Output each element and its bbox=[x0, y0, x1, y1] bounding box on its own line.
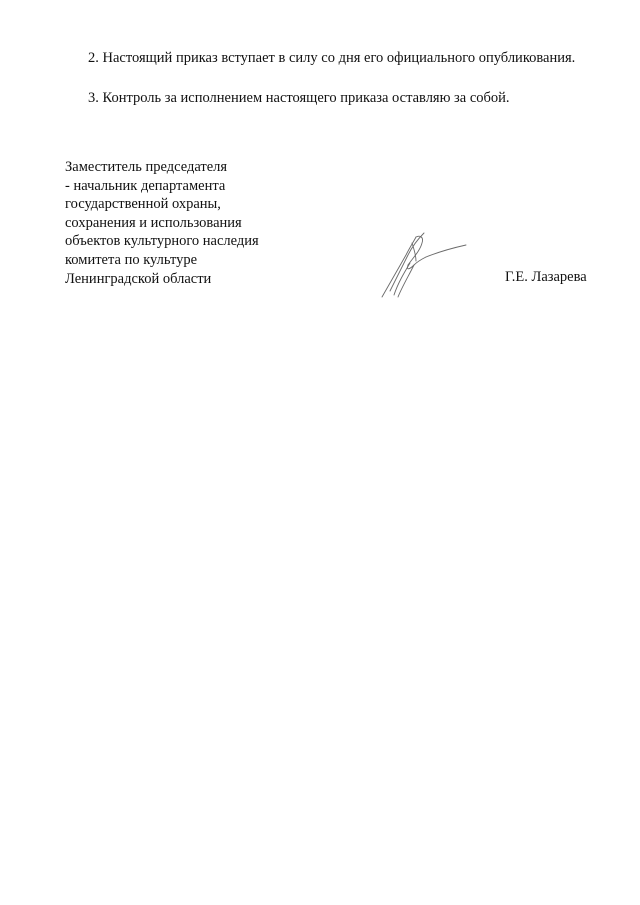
paragraph-item-2: 2. Настоящий приказ вступает в силу со дня его официального опубликования. bbox=[88, 50, 576, 66]
signatory-position-line: - начальник департамента bbox=[65, 177, 226, 194]
handwritten-signature bbox=[372, 225, 472, 305]
signatory-position-line: государственной охраны, bbox=[65, 196, 221, 213]
signatory-position-line: комитета по культуре bbox=[65, 251, 198, 268]
signatory-position-line: Заместитель председателя bbox=[65, 159, 228, 175]
signatory-position-line: Ленинградской области bbox=[65, 270, 212, 287]
signatory-position-line: сохранения и использования bbox=[65, 214, 242, 231]
signatory-position bbox=[65, 158, 259, 288]
signatory-name: Г.Е. Лазарева bbox=[505, 269, 587, 285]
signatory-position-line: объектов культурного наследия bbox=[65, 233, 259, 250]
paragraph-item-3: 3. Контроль за исполнением настоящего приказа оставляю за собой. bbox=[88, 90, 510, 106]
